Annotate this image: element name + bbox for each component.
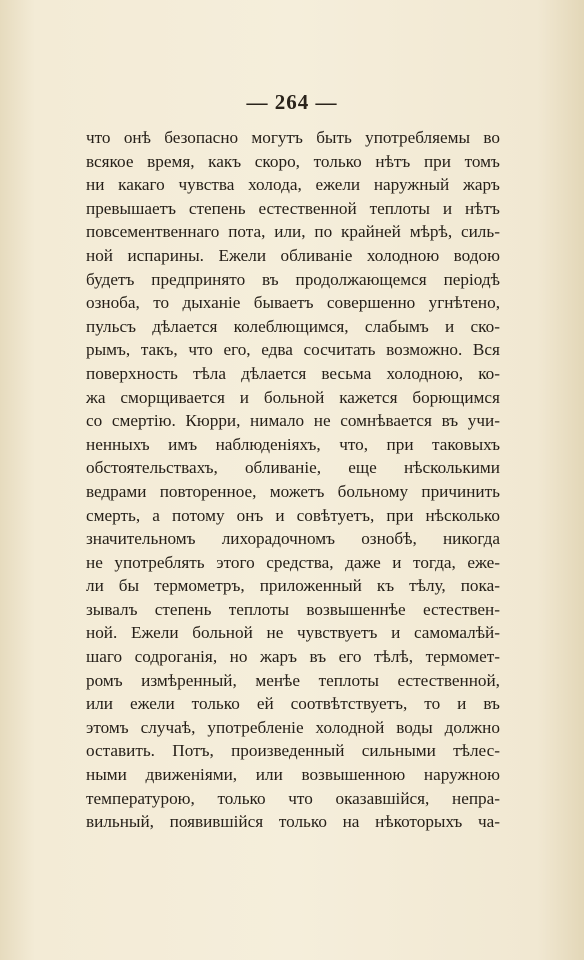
text-line: превышаетъ степень естественной теплоты и нѣтъ [86, 198, 500, 218]
text-line: ли бы термометръ, приложенный къ тѣлу, пока- [86, 576, 500, 596]
text-line: ной. Ежели больной не чувствуетъ и самомалѣй- [86, 623, 500, 643]
text-line: ромъ измѣренный, менѣе теплоты естественной, [86, 670, 500, 690]
text-line: зывалъ степень теплоты возвышеннѣе естествен- [86, 599, 500, 619]
text-line: поверхность тѣла дѣлается весьма холодною, ко- [86, 363, 500, 383]
text-line: смерть, а потому онъ и совѣтуетъ, при нѣсколько [86, 505, 500, 525]
text-line: ни какаго чувства холода, ежели наружный жаръ [86, 175, 500, 195]
text-line: этомъ случаѣ, употребленіе холодной воды должно [86, 717, 500, 737]
body-text [86, 126, 500, 834]
text-line: не употреблять этого средства, даже и тогда, еже- [86, 552, 500, 572]
page-number: — 264 — [246, 90, 338, 114]
text-line: или ежели только ей соотвѣтствуетъ, то и въ [86, 694, 500, 714]
text-line: ными движеніями, или возвышенною наружною [86, 765, 500, 785]
text-line: со смертію. Кюрри, нимало не сомнѣвается въ учи- [86, 411, 500, 431]
text-line: оставить. Потъ, произведенный сильными тѣлес- [86, 741, 500, 761]
text-line: шаго содроганія, но жаръ въ его тѣлѣ, термомет- [86, 647, 500, 667]
text-line: что онѣ безопасно могутъ быть употребляемы во [86, 128, 500, 147]
text-line: всякое время, какъ скоро, только нѣтъ при томъ [86, 151, 500, 171]
text-line: обстоятельствахъ, обливаніе, еще нѣсколькими [86, 458, 500, 478]
text-line: ной испарины. Ежели обливаніе холодною водою [86, 245, 500, 265]
text-line: ведрами повторенное, можетъ больному причинить [86, 481, 500, 501]
text-line: рымъ, такъ, что его, едва сосчитать возможно. Вся [86, 340, 500, 360]
text-line: температурою, только что оказавшійся, непра- [86, 788, 500, 808]
text-line: ненныхъ имъ наблюденіяхъ, что, при таковыхъ [86, 434, 500, 454]
text-line: повсементвеннаго пота, или, по крайней мѣрѣ, силь- [86, 222, 500, 242]
text-line: значительномъ лихорадочномъ ознобѣ, никогда [86, 529, 500, 549]
text-line: будетъ предпринято въ продолжающемся періодѣ [86, 269, 500, 289]
text-line: жа сморщивается и больной кажется борющимся [86, 387, 500, 407]
text-line: озноба, то дыханіе бываетъ совершенно угнѣтено, [86, 293, 500, 313]
text-line: пульсъ дѣлается колеблющимся, слабымъ и ско- [86, 316, 500, 336]
text-line: вильный, появившійся только на нѣкоторыхъ ча- [86, 812, 500, 832]
